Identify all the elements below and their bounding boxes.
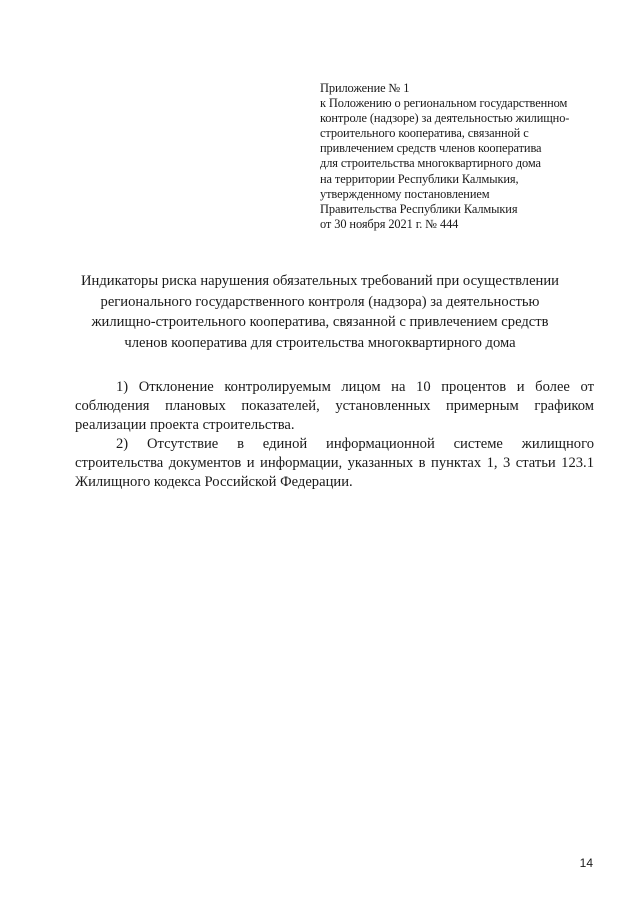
appendix-line: от 30 ноября 2021 г. № 444 [320,216,459,231]
title-line: жилищно-строительного кооператива, связанной с привлечением средств [91,314,549,330]
title-line: членов кооператива для строительства многоквартирного дома [124,334,516,351]
document-body [75,378,594,492]
page-number: 14 [579,856,593,870]
appendix-line: Приложение № 1 [320,81,410,95]
document-title [60,271,580,353]
list-item: 2) Отсутствие в единой информационной системе жилищного строительства документов и информации, указанных в пунктах 1, 3 статьи 123.1 Жилищного кодекса Российской Федерации. [75,436,594,490]
appendix-line: для строительства многоквартирного дома [320,156,541,171]
title-line: Индикаторы риска нарушения обязательных требований при осуществлении [81,273,559,289]
appendix-line: к Положению о региональном государственном [320,96,568,111]
appendix-line: утвержденному постановлением [320,186,490,201]
appendix-line: контроле (надзоре) за деятельностью жилищно- [320,111,570,126]
appendix-block [320,81,620,232]
title-line: регионального государственного контроля (надзора) за деятельностью [100,293,540,310]
appendix-line: Правительства Республики Калмыкия [320,201,518,216]
appendix-line: на территории Республики Калмыкия, [320,171,519,186]
appendix-line: привлечением средств членов кооператива [320,141,542,156]
list-item: 1) Отклонение контролируемым лицом на 10 процентов и более от соблюдения плановых показателей, установленных примерным графиком реализации проекта строительства. [75,379,594,433]
appendix-line: строительного кооператива, связанной с [320,126,529,141]
